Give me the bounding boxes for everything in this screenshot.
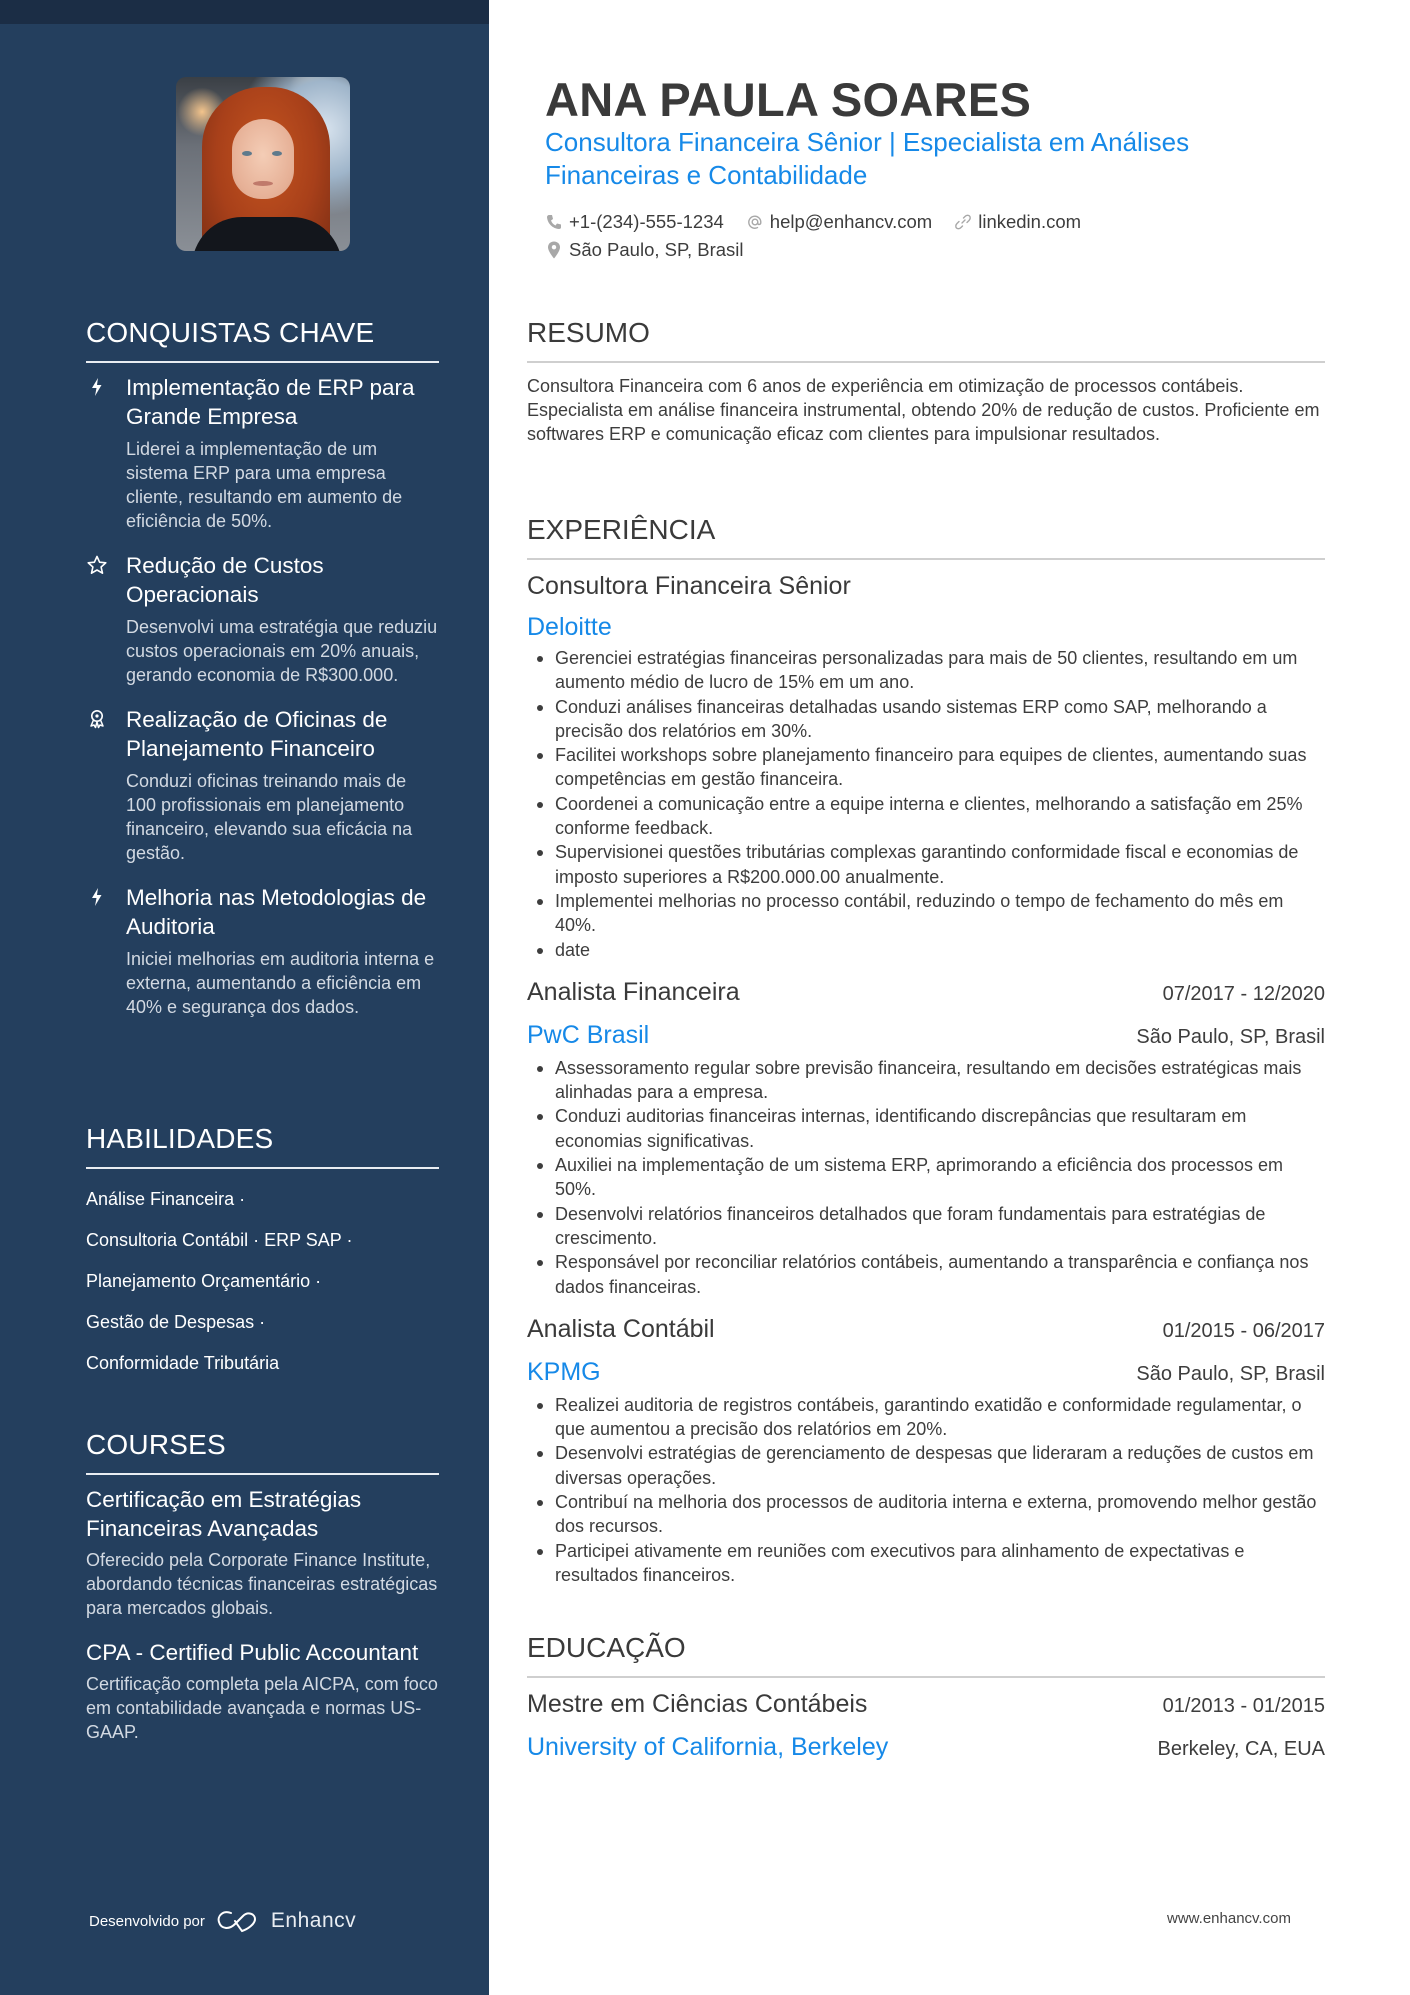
job-location: São Paulo, SP, Brasil <box>1136 1362 1325 1385</box>
achievement-description: Conduzi oficinas treinando mais de 100 profissionais em planejamento financeiro, elevando sua eficácia na gestão. <box>126 771 413 863</box>
section-divider <box>86 1167 439 1169</box>
link-icon <box>954 213 972 231</box>
skills-section <box>86 1122 439 1384</box>
link-contact <box>954 211 1081 233</box>
sidebar <box>0 24 489 1995</box>
summary-section <box>527 316 1325 446</box>
experience-heading: EXPERIÊNCIA <box>527 514 716 545</box>
phone-contact <box>545 211 724 233</box>
skill-item: Planejamento Orçamentário · <box>86 1271 322 1291</box>
skill-item: Análise Financeira · <box>86 1189 246 1209</box>
section-divider <box>86 1473 439 1475</box>
email-text[interactable]: help@enhancv.com <box>769 211 933 232</box>
course-title: Certificação em Estratégias Financeiras Avançadas <box>86 1487 362 1541</box>
achievement-item <box>86 551 439 687</box>
company-name[interactable]: KPMG <box>527 1357 601 1386</box>
bullet-item: Assessoramento regular sobre previsão financeira, resultando em decisões estratégicas mais alinhadas para a empresa. <box>527 1056 1325 1105</box>
location-text: São Paulo, SP, Brasil <box>569 239 744 260</box>
contact-info <box>545 208 1325 264</box>
courses-section <box>86 1428 439 1744</box>
degree-title: Mestre em Ciências Contábeis <box>527 1690 868 1718</box>
achievements-heading: CONQUISTAS CHAVE <box>86 317 375 348</box>
bolt-icon <box>86 376 108 398</box>
phone-icon <box>545 213 563 231</box>
courses-heading: COURSES <box>86 1429 226 1460</box>
bolt-icon <box>86 886 108 908</box>
bullet-item: Participei ativamente em reuniões com executivos para alinhamento de expectativas e resultados financeiros. <box>527 1539 1325 1588</box>
skills-heading: HABILIDADES <box>86 1123 274 1154</box>
bullet-item: Implementei melhorias no processo contábil, reduzindo o tempo de fechamento do mês em 40%. <box>527 889 1325 938</box>
bullet-item: Facilitei workshops sobre planejamento financeiro para equipes de clientes, aumentando suas competências em gestão financeira. <box>527 743 1325 792</box>
footer-website[interactable]: www.enhancv.com <box>1167 1910 1291 1927</box>
achievement-description: Iniciei melhorias em auditoria interna e externa, aumentando a eficiência em 40% e segurança dos dados. <box>126 949 435 1017</box>
achievement-title: Melhoria nas Metodologias de Auditoria <box>126 885 427 939</box>
job-bullets <box>527 1393 1325 1587</box>
achievement-item <box>86 373 439 533</box>
job-dates: 01/2015 - 06/2017 <box>1162 1319 1325 1342</box>
skills-list <box>86 1179 439 1384</box>
bullet-item: Auxiliei na implementação de um sistema ERP, aprimorando a eficiência dos processos em 50%. <box>527 1153 1325 1202</box>
powered-by-label: Desenvolvido por <box>89 1912 205 1930</box>
job-title: Analista Contábil <box>527 1314 715 1343</box>
achievement-description: Liderei a implementação de um sistema ERP para uma empresa cliente, resultando em aumento de eficiência de 50%. <box>126 439 403 531</box>
location-contact <box>545 239 744 261</box>
course-item <box>86 1485 439 1620</box>
achievement-item <box>86 705 439 865</box>
phone-text[interactable]: +1-(234)-555-1234 <box>569 211 724 232</box>
bullet-item: Contribuí na melhoria dos processos de auditoria interna e externa, promovendo melhor gestão dos recursos. <box>527 1490 1325 1539</box>
skill-item: Gestão de Despesas · <box>86 1312 266 1332</box>
bullet-item: Conduzi auditorias financeiras internas, identificando discrepâncias que resultaram em economias significativas. <box>527 1104 1325 1153</box>
summary-text: Consultora Financeira com 6 anos de experiência em otimização de processos contábeis. Especialista em análise financeira instrumental, obtendo 20% de redução de custos. Proficiente em softwares ERP e comunicação eficaz com clientes para impulsionar resultados. <box>527 376 1320 444</box>
education-section <box>527 1631 1325 1765</box>
bullet-item: Desenvolvi estratégias de gerenciamento de despesas que lideraram a reduções de custos em diversas operações. <box>527 1441 1325 1490</box>
profile-photo <box>176 77 350 251</box>
section-divider <box>527 558 1325 560</box>
job-title: Consultora Financeira Sênior <box>527 572 851 600</box>
education-location: Berkeley, CA, EUA <box>1157 1738 1325 1760</box>
bullet-item: Supervisionei questões tributárias complexas garantindo conformidade fiscal e economias de imposto superiores a R$200.000.00 anualmente. <box>527 840 1325 889</box>
achievement-title: Redução de Custos Operacionais <box>126 553 324 607</box>
job-location: São Paulo, SP, Brasil <box>1136 1025 1325 1048</box>
job-title: Analista Financeira <box>527 977 740 1006</box>
bullet-item: date <box>527 938 1325 962</box>
course-item <box>86 1638 439 1744</box>
achievement-item <box>86 883 439 1019</box>
bullet-item: Gerenciei estratégias financeiras personalizadas para mais de 50 clientes, resultando em um aumento médio de lucro de 15% em um ano. <box>527 646 1325 695</box>
education-heading: EDUCAÇÃO <box>527 1632 686 1663</box>
award-icon <box>86 708 108 730</box>
job-dates: 07/2017 - 12/2020 <box>1162 982 1325 1005</box>
bullet-item: Conduzi análises financeiras detalhadas usando sistemas ERP como SAP, melhorando a precisão dos relatórios em 30%. <box>527 695 1325 744</box>
bullet-item: Coordenei a comunicação entre a equipe interna e clientes, melhorando a satisfação em 25% conforme feedback. <box>527 792 1325 841</box>
course-description: Certificação completa pela AICPA, com foco em contabilidade avançada e normas US-GAAP. <box>86 1674 438 1742</box>
course-description: Oferecido pela Corporate Finance Institute, abordando técnicas financeiras estratégicas para mercados globais. <box>86 1550 438 1618</box>
school-name[interactable]: University of California, Berkeley <box>527 1733 889 1761</box>
job-bullets <box>527 1056 1325 1299</box>
powered-by <box>89 1906 356 1936</box>
candidate-name: ANA PAULA SOARES <box>545 73 1032 126</box>
company-name[interactable]: Deloitte <box>527 613 612 641</box>
job-entry <box>527 570 1325 962</box>
experience-section <box>527 513 1325 1587</box>
achievements-section <box>86 316 439 1019</box>
section-divider <box>86 361 439 363</box>
job-bullets <box>527 646 1325 962</box>
bullet-item: Responsável por reconciliar relatórios contábeis, aumentando a transparência e confiança nos dados financeiras. <box>527 1250 1325 1299</box>
education-entry <box>527 1688 1325 1765</box>
bullet-item: Realizei auditoria de registros contábeis, garantindo exatidão e conformidade regulamentar, o que aumentou a precisão dos relatórios em 20%. <box>527 1393 1325 1442</box>
link-text[interactable]: linkedin.com <box>978 211 1082 232</box>
email-contact <box>746 211 932 233</box>
achievement-title: Realização de Oficinas de Planejamento Financeiro <box>126 707 388 761</box>
skill-item: Conformidade Tributária <box>86 1353 280 1373</box>
company-name[interactable]: PwC Brasil <box>527 1020 650 1049</box>
section-divider <box>527 1676 1325 1678</box>
job-entry <box>527 976 1325 1299</box>
enhancv-brand: Enhancv <box>270 1909 357 1932</box>
achievement-title: Implementação de ERP para Grande Empresa <box>126 375 415 429</box>
bullet-item: Desenvolvi relatórios financeiros detalhados que foram fundamentais para estratégias de crescimento. <box>527 1202 1325 1251</box>
summary-heading: RESUMO <box>527 317 650 348</box>
star-icon <box>86 554 108 576</box>
top-bar <box>0 0 489 24</box>
enhancv-logo-icon <box>215 1908 261 1934</box>
course-title: CPA - Certified Public Accountant <box>86 1640 419 1665</box>
job-entry <box>527 1313 1325 1587</box>
skill-item: Consultoria Contábil · ERP SAP · <box>86 1230 353 1250</box>
candidate-headline: Consultora Financeira Sênior | Especialista em Análises Financeiras e Contabilidade <box>545 127 1190 190</box>
education-dates: 01/2013 - 01/2015 <box>1162 1695 1325 1717</box>
achievement-description: Desenvolvi uma estratégia que reduziu custos operacionais em 20% anuais, gerando economia de R$300.000. <box>126 617 438 685</box>
at-icon <box>746 213 764 231</box>
location-pin-icon <box>545 240 563 260</box>
section-divider <box>527 361 1325 363</box>
